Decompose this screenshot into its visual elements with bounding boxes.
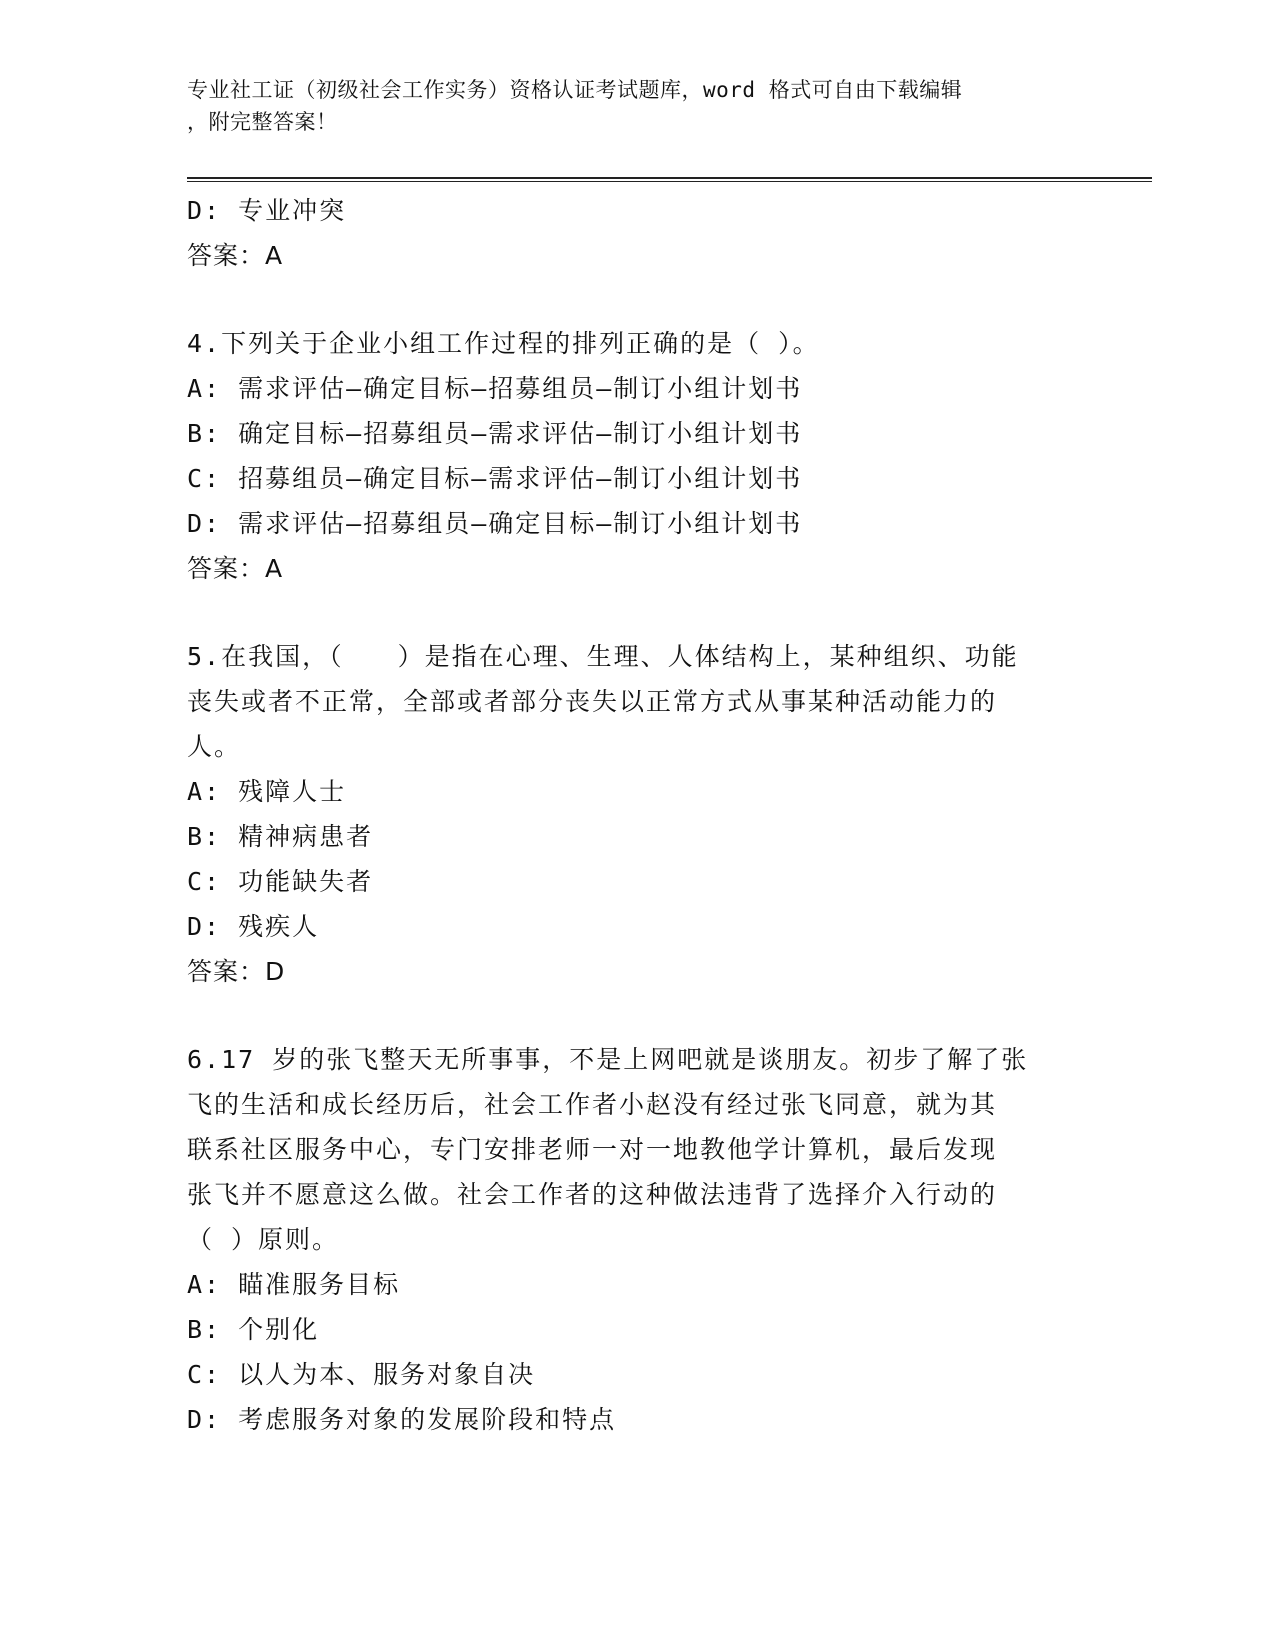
option-c: C: 招募组员—确定目标—需求评估—制订小组计划书 <box>187 464 803 493</box>
question-4 <box>187 321 1087 591</box>
option-c: C: 功能缺失者 <box>187 867 374 896</box>
question-stem: 4.下列关于企业小组工作过程的排列正确的是（ ）。 <box>187 329 820 358</box>
question-stem-line-4: 张飞并不愿意这么做。社会工作者的这种做法违背了选择介入行动的 <box>187 1180 998 1209</box>
question-stem-line-1: 5.在我国，（ ）是指在心理、生理、人体结构上，某种组织、功能 <box>187 642 1019 671</box>
option-d: D: 考虑服务对象的发展阶段和特点 <box>187 1405 617 1434</box>
spacer <box>187 994 1087 1037</box>
question-stem-line-1: 6.17 岁的张飞整天无所事事，不是上网吧就是谈朋友。初步了解了张 <box>187 1045 1029 1074</box>
answer-line: 答案：A <box>187 554 284 583</box>
question-stem-line-2: 飞的生活和成长经历后，社会工作者小赵没有经过张飞同意，就为其 <box>187 1090 998 1119</box>
option-a: A: 需求评估—确定目标—招募组员—制订小组计划书 <box>187 374 803 403</box>
answer-line: 答案：A <box>187 241 284 270</box>
answer-line: 答案：D <box>187 957 286 986</box>
document-header <box>187 74 1067 138</box>
spacer <box>187 278 1087 321</box>
spacer <box>187 591 1087 634</box>
question-5 <box>187 634 1087 994</box>
option-b: B: 确定目标—招募组员—需求评估—制订小组计划书 <box>187 419 803 448</box>
question-stem-line-5: （ ）原则。 <box>187 1225 340 1254</box>
option-d: D: 专业冲突 <box>187 196 347 225</box>
option-d: D: 需求评估—招募组员—确定目标—制订小组计划书 <box>187 509 803 538</box>
question-3 <box>187 188 1087 278</box>
question-6 <box>187 1037 1087 1442</box>
header-line-2: ，附完整答案！ <box>187 110 338 134</box>
header-divider-thick <box>187 177 1152 179</box>
option-a: A: 瞄准服务目标 <box>187 1270 401 1299</box>
option-d: D: 残疾人 <box>187 912 320 941</box>
option-b: B: 个别化 <box>187 1315 320 1344</box>
option-c: C: 以人为本、服务对象自决 <box>187 1360 536 1389</box>
question-stem-line-3: 人。 <box>187 732 242 761</box>
option-b: B: 精神病患者 <box>187 822 374 851</box>
question-list <box>187 188 1087 1442</box>
header-line-1: 专业社工证（初级社会工作实务）资格认证考试题库，word 格式可自由下载编辑 <box>187 78 963 102</box>
option-a: A: 残障人士 <box>187 777 347 806</box>
question-stem-line-2: 丧失或者不正常，全部或者部分丧失以正常方式从事某种活动能力的 <box>187 687 998 716</box>
question-stem-line-3: 联系社区服务中心，专门安排老师一对一地教他学计算机，最后发现 <box>187 1135 998 1164</box>
header-divider-thin <box>187 181 1152 182</box>
